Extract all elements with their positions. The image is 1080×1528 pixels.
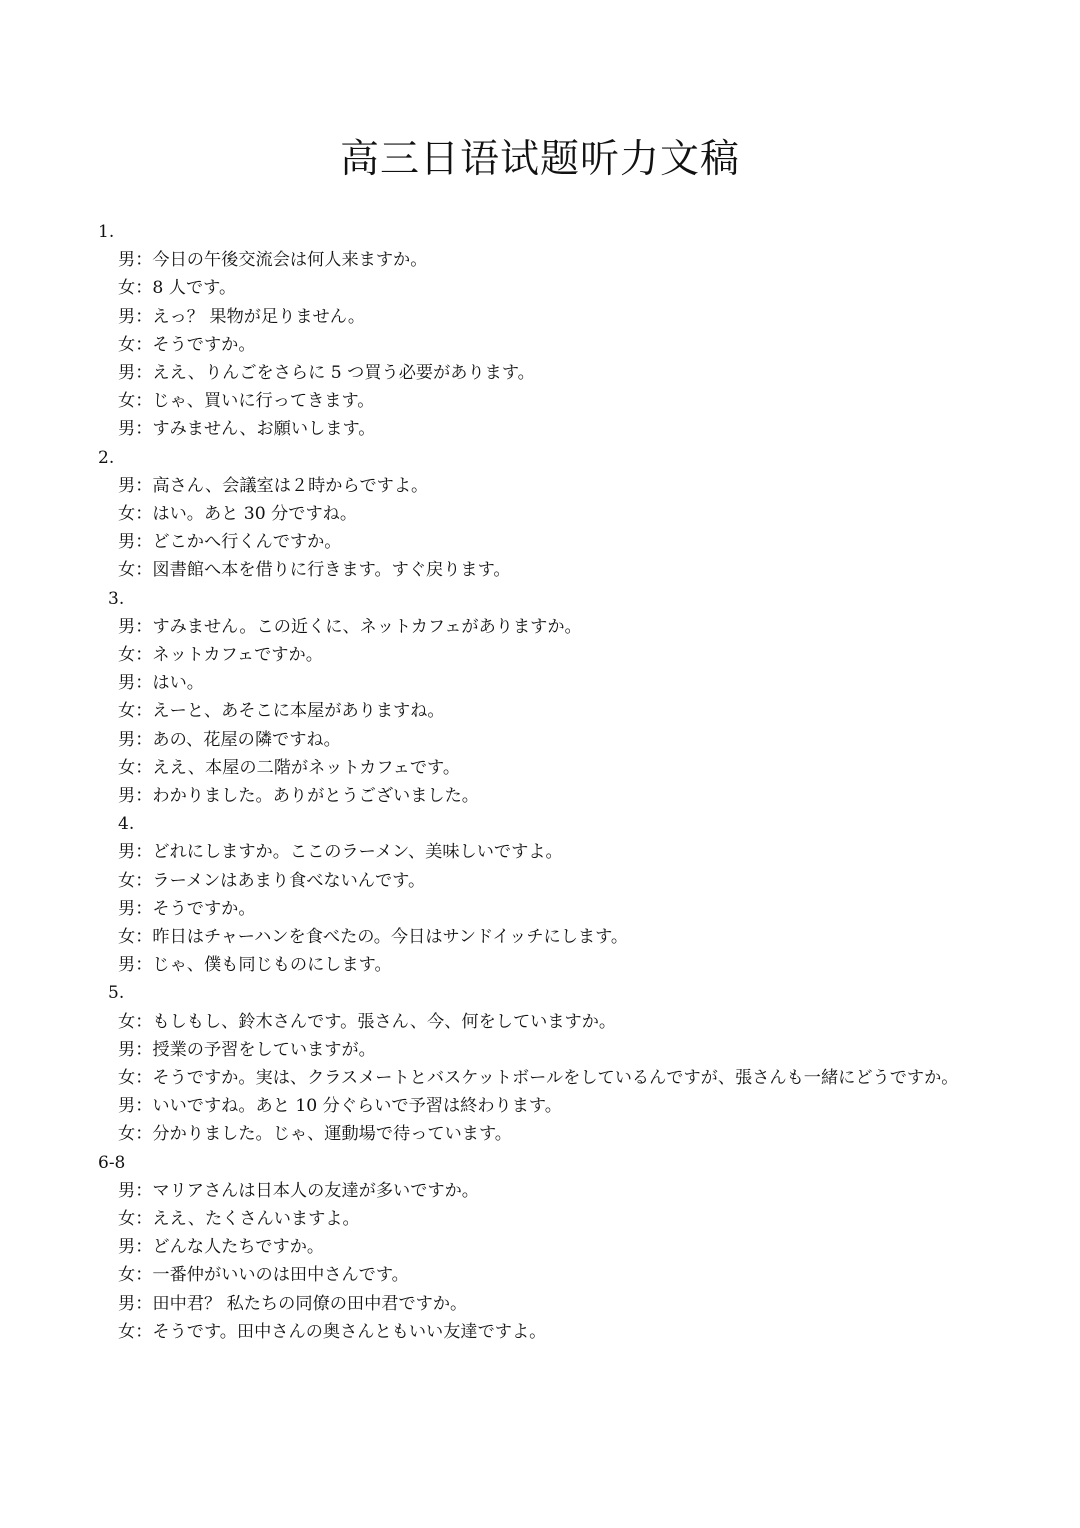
dialogue-line: 男：はい。 — [118, 673, 204, 694]
section-label: 1. — [98, 222, 115, 242]
dialogue-line: 女：じゃ、買いに行ってきます。 — [118, 391, 375, 412]
dialogue-line: 女：そうですか。実は、クラスメートとバスケットボールをしているんですが、張さんも一緒にどうですか。 — [118, 1068, 959, 1089]
section-label: 6-8 — [98, 1152, 126, 1173]
section-label: 3. — [108, 588, 125, 609]
dialogue-line: 男：わかりました。ありがとうございました。 — [118, 786, 479, 807]
section-label: 4. — [118, 814, 135, 835]
dialogue-line: 男：今日の午後交流会は何人来ますか。 — [118, 250, 428, 271]
dialogue-line: 男：どれにしますか。ここのラーメン、美味しいですよ。 — [118, 842, 563, 863]
dialogue-line: 男：じゃ、僕も同じものにします。 — [118, 955, 392, 976]
dialogue-line: 女：図書館へ本を借りに行きます。すぐ戻ります。 — [118, 560, 511, 581]
dialogue-line: 男：マリアさんは日本人の友達が多いですか。 — [118, 1180, 479, 1201]
dialogue-line: 女：ネットカフェですか。 — [118, 645, 323, 665]
dialogue-line: 男：すみません、お願いします。 — [118, 419, 376, 440]
dialogue-line: 男：高さん、会議室は２時からですよ。 — [118, 475, 429, 496]
dialogue-line: 男：えっ？ 果物が足りません。 — [118, 306, 366, 327]
dialogue-line: 女：分かりました。じゃ、運動場で待っています。 — [118, 1124, 512, 1145]
dialogue-line: 男：どんな人たちですか。 — [118, 1237, 325, 1258]
dialogue-line: 男：どこかへ行くんですか。 — [118, 532, 342, 553]
dialogue-line: 女：もしもし、鈴木さんです。張さん、今、何をしていますか。 — [118, 1011, 617, 1032]
dialogue-line: 女：はい。あと 30 分ですね。 — [118, 504, 358, 524]
section-label: 5. — [108, 983, 125, 1004]
section-label: 2. — [98, 447, 115, 468]
dialogue-line: 女：昨日はチャーハンを食べたの。今日はサンドイッチにします。 — [118, 927, 629, 948]
dialogue-line: 女：そうです。田中さんの奥さんともいい友達ですよ。 — [118, 1321, 547, 1342]
dialogue-line: 女：ラーメンはあまり食べないんです。 — [118, 870, 426, 891]
transcript-body — [98, 218, 988, 1346]
dialogue-line: 女：ええ、たくさんいますよ。 — [118, 1209, 360, 1230]
dialogue-line: 男：すみません。この近くに、ネットカフェがありますか。 — [118, 616, 582, 637]
dialogue-line: 男：あの、花屋の隣ですね。 — [118, 729, 341, 750]
page-title: 高三日语试题听力文稿 — [339, 137, 740, 182]
dialogue-line: 男：ええ、りんごをさらに 5 つ買う必要があります。 — [118, 363, 535, 383]
dialogue-line: 女：えーと、あそこに本屋がありますね。 — [118, 701, 445, 722]
dialogue-line: 女：そうですか。 — [118, 334, 256, 355]
dialogue-line: 女：8 人です。 — [118, 278, 237, 299]
dialogue-line: 男：授業の予習をしていますが。 — [118, 1039, 376, 1060]
dialogue-line: 女：一番仲がいいのは田中さんです。 — [118, 1265, 409, 1286]
dialogue-line: 女：ええ、本屋の二階がネットカフェです。 — [118, 757, 461, 778]
dialogue-line: 男：田中君？ 私たちの同僚の田中君ですか。 — [118, 1293, 468, 1314]
dialogue-line: 男：そうですか。 — [118, 898, 256, 919]
dialogue-line: 男：いいですね。あと 10 分ぐらいで予習は終わります。 — [118, 1096, 562, 1117]
